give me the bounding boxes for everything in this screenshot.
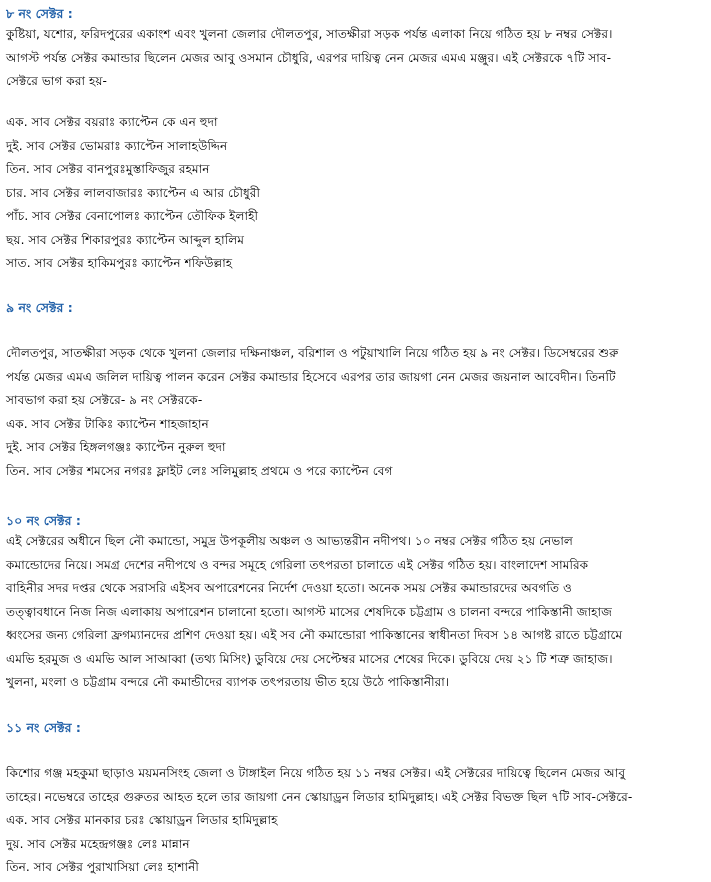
sector-10-heading: ১০ নং সেক্টর : bbox=[6, 513, 81, 528]
sector-10-intro-line: ধ্বংসের জন্য গেরিলা ফ্রগম্যানদের প্রশিণ দেওয়া হয়। এই সব নৌ কমান্ডোরা পাকিস্তানের স্বাধীনতা দিবস ১৪ আগষ্ট রাতে চট্টগ্রামে bbox=[6, 628, 623, 642]
sector-9-intro-line: সাবভাগ করা হয় সেক্টরে- ৯ নং সেক্টরকে- bbox=[6, 393, 203, 407]
sector-9-intro-line: পর্যন্ত মেজর এমএ জলিল দায়িত্ব পালন করেন সেক্টর কমান্ডার হিসেবে এরপর তার জায়গা নেন মেজর জয়নাল আবেদীন। তিনটি bbox=[6, 370, 616, 384]
sector-8-subsector-item: সাত. সাব সেক্টর হাকিমপুরঃ ক্যাপ্টেন শফিউল্লাহ bbox=[6, 256, 233, 270]
sector-10-intro-line: এমভি হরমুজ ও এমভি আল সাআব্বা (তথ্য মিসিং) ডুবিয়ে দেয় সেপ্টেম্বর মাসের শেষের দিকে। ডুবিয়ে দেয় ২১ টি শত্রু জাহাজ। bbox=[6, 652, 613, 666]
sector-11-subsector-item: তিন. সাব সেক্টর পুরাখাসিয়া লেঃ হাশানী bbox=[6, 860, 199, 874]
sector-9-heading: ৯ নং সেক্টর : bbox=[6, 300, 73, 315]
sector-8-subsector-item: দুই. সাব সেক্টর ভোমরাঃ ক্যাপ্টেন সালাহউদ্দিন bbox=[6, 139, 228, 153]
sector-9-subsector-item: তিন. সাব সেক্টর শমসের নগরঃ ফ্লাইট লেঃ সলিমুল্লাহ প্রথমে ও পরে ক্যাপ্টেন বেগ bbox=[6, 464, 393, 478]
sector-9-subsector-item: এক. সাব সেক্টর টাকিঃ ক্যাপ্টেন শাহজাহান bbox=[6, 417, 209, 431]
sector-8-subsector-item: এক. সাব সেক্টর বয়রাঃ ক্যাপ্টেন কে এন হুদা bbox=[6, 115, 218, 129]
sector-8-subsector-item: তিন. সাব সেক্টর বানপুরঃমুস্তাফিজুর রহমান bbox=[6, 162, 210, 176]
sector-9-subsector-item: দুই. সাব সেক্টর হিঙ্গলগঞ্জঃ ক্যাপ্টেন নুরুল হুদা bbox=[6, 440, 226, 454]
sector-10-intro-line: এই সেক্টরের অধীনে ছিল নৌ কমান্ডো, সমুদ্র উপকূলীয় অঞ্চল ও আভ্যন্তরীন নদীপথ। ১০ নম্বর সেক্টর গঠিত হয় নেভাল bbox=[6, 534, 573, 548]
sector-10-intro-line: খুলনা, মংলা ও চট্টগ্রাম বন্দরে নৌ কমান্ডীদের ব্যাপক তৎপরতায় ভীত হয়ে উঠে পাকিস্তানীরা। bbox=[6, 675, 450, 689]
sector-11-intro-line: তাহের। নভেম্বরে তাহের গুরুতর আহত হলে তার জায়গা নেন স্কোয়াড্রন লিডার হামিদুল্লাহ। এই সেক্টর বিভক্ত ছিল ৭টি সাব-সেক্টরে- bbox=[6, 790, 633, 804]
sector-11-intro-line: কিশোর গঞ্জ মহকুমা ছাড়াও ময়মনসিংহ জেলা ও টাঙ্গাইল নিয়ে গঠিত হয় ১১ নম্বর সেক্টর। এই সেক্টরের দায়িত্বে ছিলেন মেজর আবু bbox=[6, 766, 626, 780]
sector-9-intro-line: দৌলতপুর, সাতক্ষীরা সড়ক থেকে খুলনা জেলার দক্ষিনাঞ্চল, বরিশাল ও পটুয়াখালি নিয়ে গঠিত হয় ৯ নং সেক্টর। ডিসেম্বরের শুরু bbox=[6, 346, 619, 360]
sector-8-subsector-item: পাঁচ. সাব সেক্টর বেনাপোলঃ ক্যাপ্টেন তৌফিক ইলাহী bbox=[6, 209, 258, 223]
sector-8-subsector-item: ছয়. সাব সেক্টর শিকারপুরঃ ক্যাপ্টেন আব্দুল হালিম bbox=[6, 233, 245, 247]
sector-8-subsector-item: চার. সাব সেক্টর লালবাজারঃ ক্যাপ্টেন এ আর চৌধুরী bbox=[6, 186, 260, 200]
sector-8-heading: ৮ নং সেক্টর : bbox=[6, 6, 73, 21]
sector-8-intro-line: সেক্টরে ভাগ করা হয়- bbox=[6, 74, 107, 88]
sector-10-intro-line: কমান্ডোদের নিয়ে। সমগ্র দেশের নদীপথে ও বন্দর সমূহে গেরিলা তৎপরতা চালাতে এই সেক্টর গঠিত হয়। বাংলাদেশ সামরিক bbox=[6, 558, 589, 572]
sector-10-intro-line: বাহিনীর সদর দপ্তর থেকে সরাসরি এইসব অপারেশনের নির্দেশ দেওয়া হতো। অনেক সময় সেক্টর কমান্ডারদের অবগতি ও bbox=[6, 581, 573, 595]
sector-11-subsector-item: এক. সাব সেক্টর মানকার চরঃ স্কোয়াড্রন লিডার হামিদুল্লাহ bbox=[6, 813, 278, 827]
sector-10-intro-line: তত্ত্বাবধানে নিজ নিজ এলাকায় অপারেশন চালানো হতো। আগস্ট মাসের শেষদিকে চট্টগ্রাম ও চালনা বন্দরে পাকিস্তানী জাহাজ bbox=[6, 605, 612, 619]
sector-11-subsector-item: দুয়. সাব সেক্টর মহেন্দ্রগঞ্জঃ লেঃ মান্নান bbox=[6, 837, 190, 851]
sector-8-intro-line: কুষ্টিয়া, যশোর, ফরিদপুরের একাংশ এবং খুলনা জেলার দৌলতপুর, সাতক্ষীরা সড়ক পর্যন্ত এলাকা নিয়ে গঠিত হয় ৮ নম্বর সেক্টর। bbox=[6, 27, 613, 41]
sector-8-intro-line: আগস্ট পর্যন্ত সেক্টর কমান্ডার ছিলেন মেজর আবু ওসমান চৌধুরি, এরপর দায়িত্ব নেন মেজর এমএ মঞ্জুর। এই সেক্টরকে ৭টি সাব- bbox=[6, 51, 611, 65]
sector-11-heading: ১১ নং সেক্টর : bbox=[6, 720, 81, 735]
